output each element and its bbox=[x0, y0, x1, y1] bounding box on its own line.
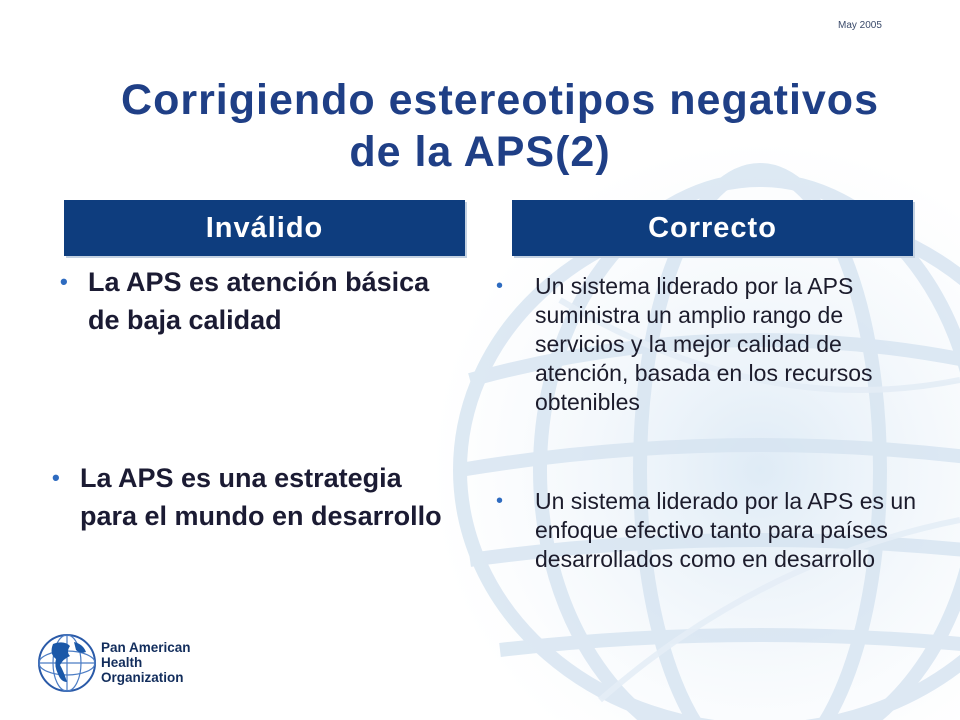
correct-point-text: Un sistema liderado por la APS suministra un amplio rango de servicios y la mejor calidad de atención, basada en los recursos obtenibles bbox=[535, 273, 873, 415]
invalid-header: Inválido bbox=[64, 200, 465, 256]
slide-date: May 2005 bbox=[838, 20, 882, 31]
org-line-1: Pan American bbox=[101, 640, 191, 655]
bullet-dot: • bbox=[496, 490, 504, 512]
title-line-2: de la APS(2) bbox=[349, 128, 611, 176]
bullet-dot: • bbox=[60, 269, 68, 294]
title-line-1: Corrigiendo estereotipos negativos bbox=[121, 76, 879, 124]
correct-point-2 bbox=[496, 487, 936, 574]
correct-header: Correcto bbox=[512, 200, 913, 256]
org-line-3: Organization bbox=[101, 670, 184, 685]
organization-name bbox=[101, 640, 191, 685]
correct-point-text: Un sistema liderado por la APS es un enfoque efectivo tanto para países desarrollados como en desarrollo bbox=[535, 488, 916, 572]
correct-point-1 bbox=[496, 272, 936, 417]
org-line-2: Health bbox=[101, 655, 143, 670]
invalid-point-2 bbox=[52, 459, 452, 535]
invalid-point-text: La APS es una estrategia para el mundo en desarrollo bbox=[80, 463, 442, 531]
slide-title bbox=[60, 74, 940, 178]
invalid-point-1 bbox=[60, 263, 460, 339]
invalid-point-text: La APS es atención básica de baja calidad bbox=[88, 267, 430, 335]
bullet-dot: • bbox=[496, 275, 504, 297]
paho-globe-logo bbox=[36, 632, 98, 694]
bullet-dot: • bbox=[52, 465, 60, 490]
